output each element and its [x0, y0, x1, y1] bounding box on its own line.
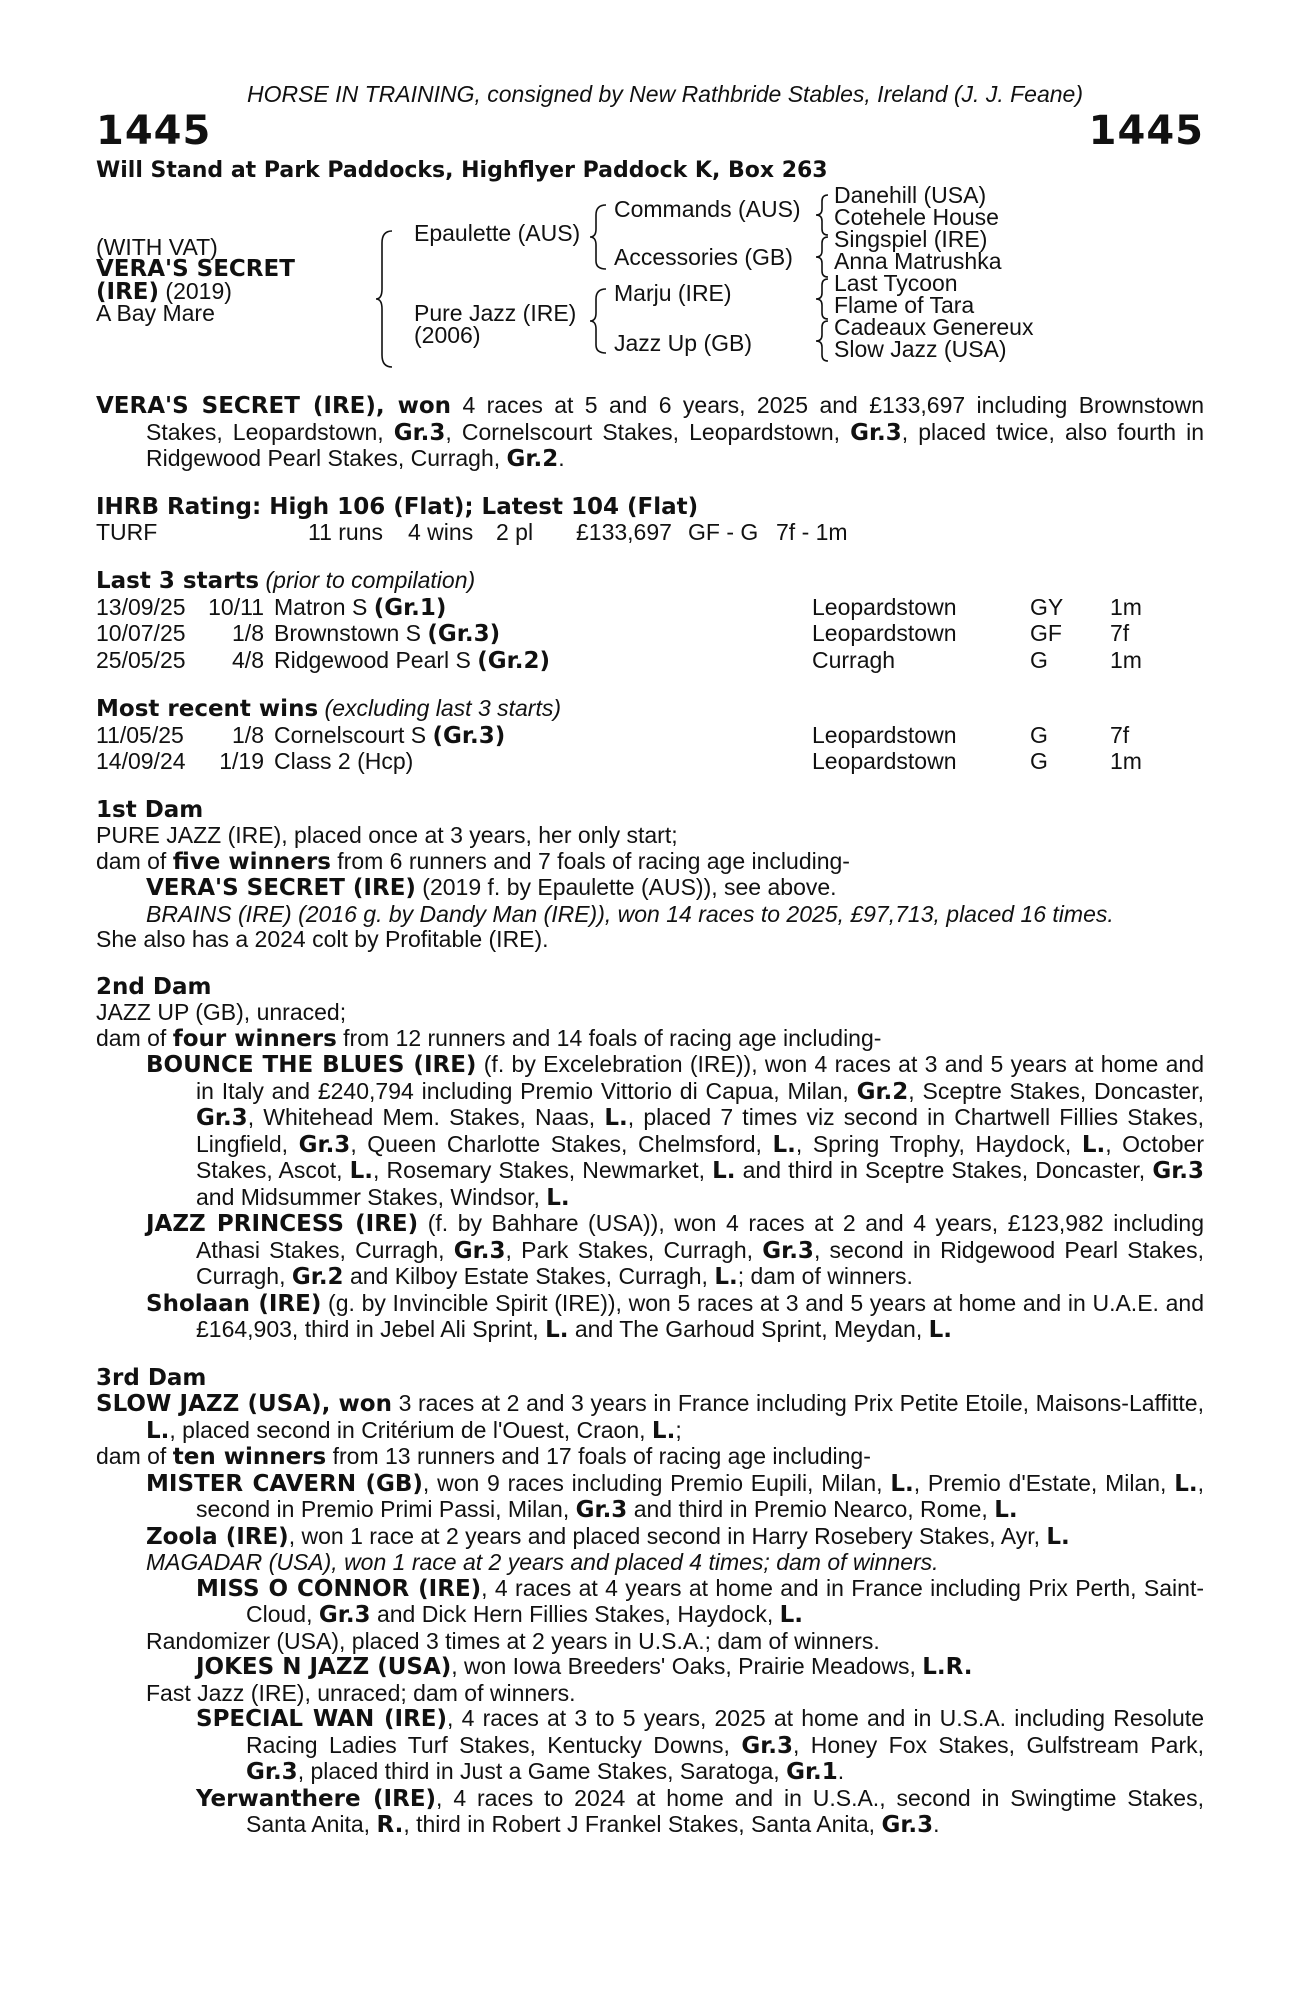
ggsire-1: Danehill (USA): [834, 182, 987, 208]
produce-entry: Fast Jazz (IRE), unraced; dam of winners.: [146, 1679, 576, 1706]
produce-entry: BOUNCE THE BLUES (IRE) (f. by Excelebration (IRE)), won 4 races at 3 and 5 years at home and in Italy and £240,794 including Premio Vittorio di Capua, Milan, Gr.2, Sceptre Stakes, Doncaster, Gr.3, Whitehead Mem. Stakes, Naas, L., placed 7 times viz second in Chartwell Fillies Stakes, Lingfield, Gr.3, Queen Charlotte Stakes, Chelmsford, L., Spring Trophy, Haydock, L., October Stakes, Ascot, L., Rosemary Stakes, Newmarket, L. and third in Sceptre Stakes, Doncaster, Gr.3 and Midsummer Stakes, Windsor, L.: [146, 1051, 1204, 1211]
rating-section: [96, 495, 1204, 547]
surface: TURF: [96, 519, 158, 545]
turf-record: [96, 520, 1204, 546]
horse-description: A Bay Mare: [96, 300, 215, 326]
first-dam-produce: dam of five winners from 6 runners and 7 foals of racing age including-: [96, 847, 850, 875]
produce-entry: Yerwanthere (IRE), 4 races to 2024 at home and in U.S.A., second in Swingtime Stakes, Santa Anita, R., third in Robert J Frankel Stakes, Santa Anita, Gr.3.: [196, 1784, 1204, 1838]
produce-entry: SPECIAL WAN (IRE), 4 races at 3 to 5 years, 2025 at home and in U.S.A. including Resolute Racing Ladies Turf Stakes, Kentucky Downs, Gr.3, Honey Fox Stakes, Gulfstream Park, Gr.3, placed third in Just a Game Stakes, Saratoga, Gr.1.: [196, 1705, 1204, 1785]
first-dam-section: [96, 798, 1204, 953]
produce-entry: JOKES N JAZZ (USA), won Iowa Breeders' Oaks, Prairie Meadows, L.R.: [196, 1653, 973, 1680]
dam-dam: Jazz Up (GB): [614, 330, 753, 356]
dam-year: (2006): [414, 322, 481, 348]
ggdam-1: Cotehele House: [834, 204, 999, 230]
consignor-header: HORSE IN TRAINING, consigned by New Rathbride Stables, Ireland (J. J. Feane): [247, 81, 1083, 107]
ggdam-2: Anna Matrushka: [834, 248, 1002, 274]
dam: Pure Jazz (IRE): [414, 300, 577, 326]
last-3-starts: [96, 568, 1204, 674]
lot-number-right: 1445: [1088, 107, 1204, 154]
last3-heading: Last 3 starts (prior to compilation): [96, 567, 476, 594]
wins: 4 wins: [408, 519, 474, 545]
placed: 2 pl: [496, 519, 534, 545]
last3-table: [96, 595, 1170, 675]
ggsire-2: Singspiel (IRE): [834, 226, 988, 252]
vat-note: (WITH VAT): [96, 234, 218, 260]
third-dam-produce: dam of ten winners from 13 runners and 17 foals of racing age including-: [96, 1443, 871, 1470]
third-dam-heading: 3rd Dam: [96, 1364, 207, 1391]
produce-entry: VERA'S SECRET (IRE) (2019 f. by Epaulette (AUS)), see above.: [146, 874, 837, 901]
horse-name: VERA'S SECRET: [96, 256, 295, 282]
produce-entry: JAZZ PRINCESS (IRE) (f. by Bahhare (USA)), won 4 races at 2 and 4 years, £123,982 including Athasi Stakes, Curragh, Gr.3, Park Stakes, Curragh, Gr.3, second in Ridgewood Pearl Stakes, Curragh, Gr.2 and Kilboy Estate Stakes, Curragh, L.; dam of winners.: [146, 1210, 1205, 1290]
produce-entry: Zoola (IRE), won 1 race at 2 years and placed second in Harry Rosebery Stakes, Ayr, L.: [146, 1522, 1070, 1550]
table-row: 14/09/24 1/19 Class 2 (Hcp) Leopardstown G 1m: [96, 748, 1142, 774]
first-dam-heading: 1st Dam: [96, 796, 204, 823]
second-dam-produce: dam of four winners from 12 runners and 14 foals of racing age including-: [96, 1024, 882, 1052]
produce-entry: Randomizer (USA), placed 3 times at 2 years in U.S.A.; dam of winners.: [146, 1627, 880, 1654]
horse-origin-year: (IRE) (2019): [96, 278, 232, 305]
table-row: 11/05/25 1/8 Cornelscourt S (Gr.3) Leopardstown G 7f: [96, 721, 1130, 749]
ggsire-3: Last Tycoon: [834, 270, 958, 296]
going-range: GF - G: [688, 519, 759, 545]
sire-sire: Commands (AUS): [614, 196, 801, 222]
produce-entry: Sholaan (IRE) (g. by Invincible Spirit (IRE)), won 5 races at 3 and 5 years at home and in U.A.E. and £164,903, third in Jebel Ali Sprint, L. and The Garhoud Sprint, Meydan, L.: [146, 1289, 1204, 1343]
dam-sire: Marju (IRE): [614, 280, 732, 306]
produce-entry: BRAINS (IRE) (2016 g. by Dandy Man (IRE)), won 14 races to 2025, £97,713, placed 16 times.: [146, 900, 1114, 927]
sire: Epaulette (AUS): [414, 220, 581, 246]
catalogue-page: [96, 82, 1204, 1839]
sire-dam: Accessories (GB): [614, 244, 793, 270]
runs: 11 runs: [308, 519, 384, 545]
second-dam-heading: 2nd Dam: [96, 973, 212, 1000]
produce-entry: MISTER CAVERN (GB), won 9 races including Premio Eupili, Milan, L., Premio d'Estate, Milan, L., second in Premio Primi Passi, Milan, Gr.3 and third in Premio Nearco, Rome, L.: [146, 1469, 1204, 1523]
table-row: 25/05/25 4/8 Ridgewood Pearl S (Gr.2) Curragh G 1m: [96, 646, 1142, 674]
first-dam-note: She also has a 2024 colt by Profitable (IRE).: [96, 926, 549, 952]
ggdam-3: Flame of Tara: [834, 292, 975, 318]
stand-location: Will Stand at Park Paddocks, Highflyer Paddock K, Box 263: [96, 157, 828, 183]
second-dam-section: [96, 975, 1204, 1344]
third-dam-line: SLOW JAZZ (USA), won 3 races at 2 and 3 years in France including Prix Petite Etoile, Maisons-Laffitte, L., placed second in Critérium de l'Ouest, Craon, L.;: [96, 1390, 1204, 1444]
ggdam-4: Slow Jazz (USA): [834, 336, 1007, 362]
recent-heading: Most recent wins (excluding last 3 starts): [96, 695, 562, 722]
ggsire-4: Cadeaux Genereux: [834, 314, 1034, 340]
earnings: £133,697: [576, 519, 672, 545]
lot-number-row: [96, 108, 1204, 154]
most-recent-wins: [96, 696, 1204, 776]
second-dam-line: JAZZ UP (GB), unraced;: [96, 999, 347, 1025]
table-row: 10/07/25 1/8 Brownstown S (Gr.3) Leopardstown GF 7f: [96, 620, 1130, 647]
rating-title: IHRB Rating: High 106 (Flat); Latest 104 (Flat): [96, 493, 699, 520]
produce-entry: MISS O CONNOR (IRE), 4 races at 4 years at home and in France including Prix Perth, Saint-Cloud, Gr.3 and Dick Hern Fillies Stakes, Haydock, L.: [196, 1574, 1204, 1628]
lot-number-left: 1445: [96, 107, 212, 154]
recent-table: [96, 723, 1170, 776]
distance-range: 7f - 1m: [776, 519, 848, 545]
pedigree-chart: [96, 183, 1204, 413]
third-dam-section: [96, 1366, 1204, 1839]
first-dam-line: PURE JAZZ (IRE), placed once at 3 years, her only start;: [96, 822, 678, 848]
race-summary: VERA'S SECRET (IRE), won 4 races at 5 and 6 years, 2025 and £133,697 including Brownstown Stakes, Leopardstown, Gr.3, Cornelscourt Stakes, Leopardstown, Gr.3, placed twice, also fourth in Ridgewood Pearl Stakes, Curragh, Gr.2.: [96, 392, 1204, 472]
produce-entry: MAGADAR (USA), won 1 race at 2 years and placed 4 times; dam of winners.: [146, 1549, 939, 1575]
table-row: 13/09/25 10/11 Matron S (Gr.1) Leopardstown GY 1m: [96, 593, 1142, 621]
